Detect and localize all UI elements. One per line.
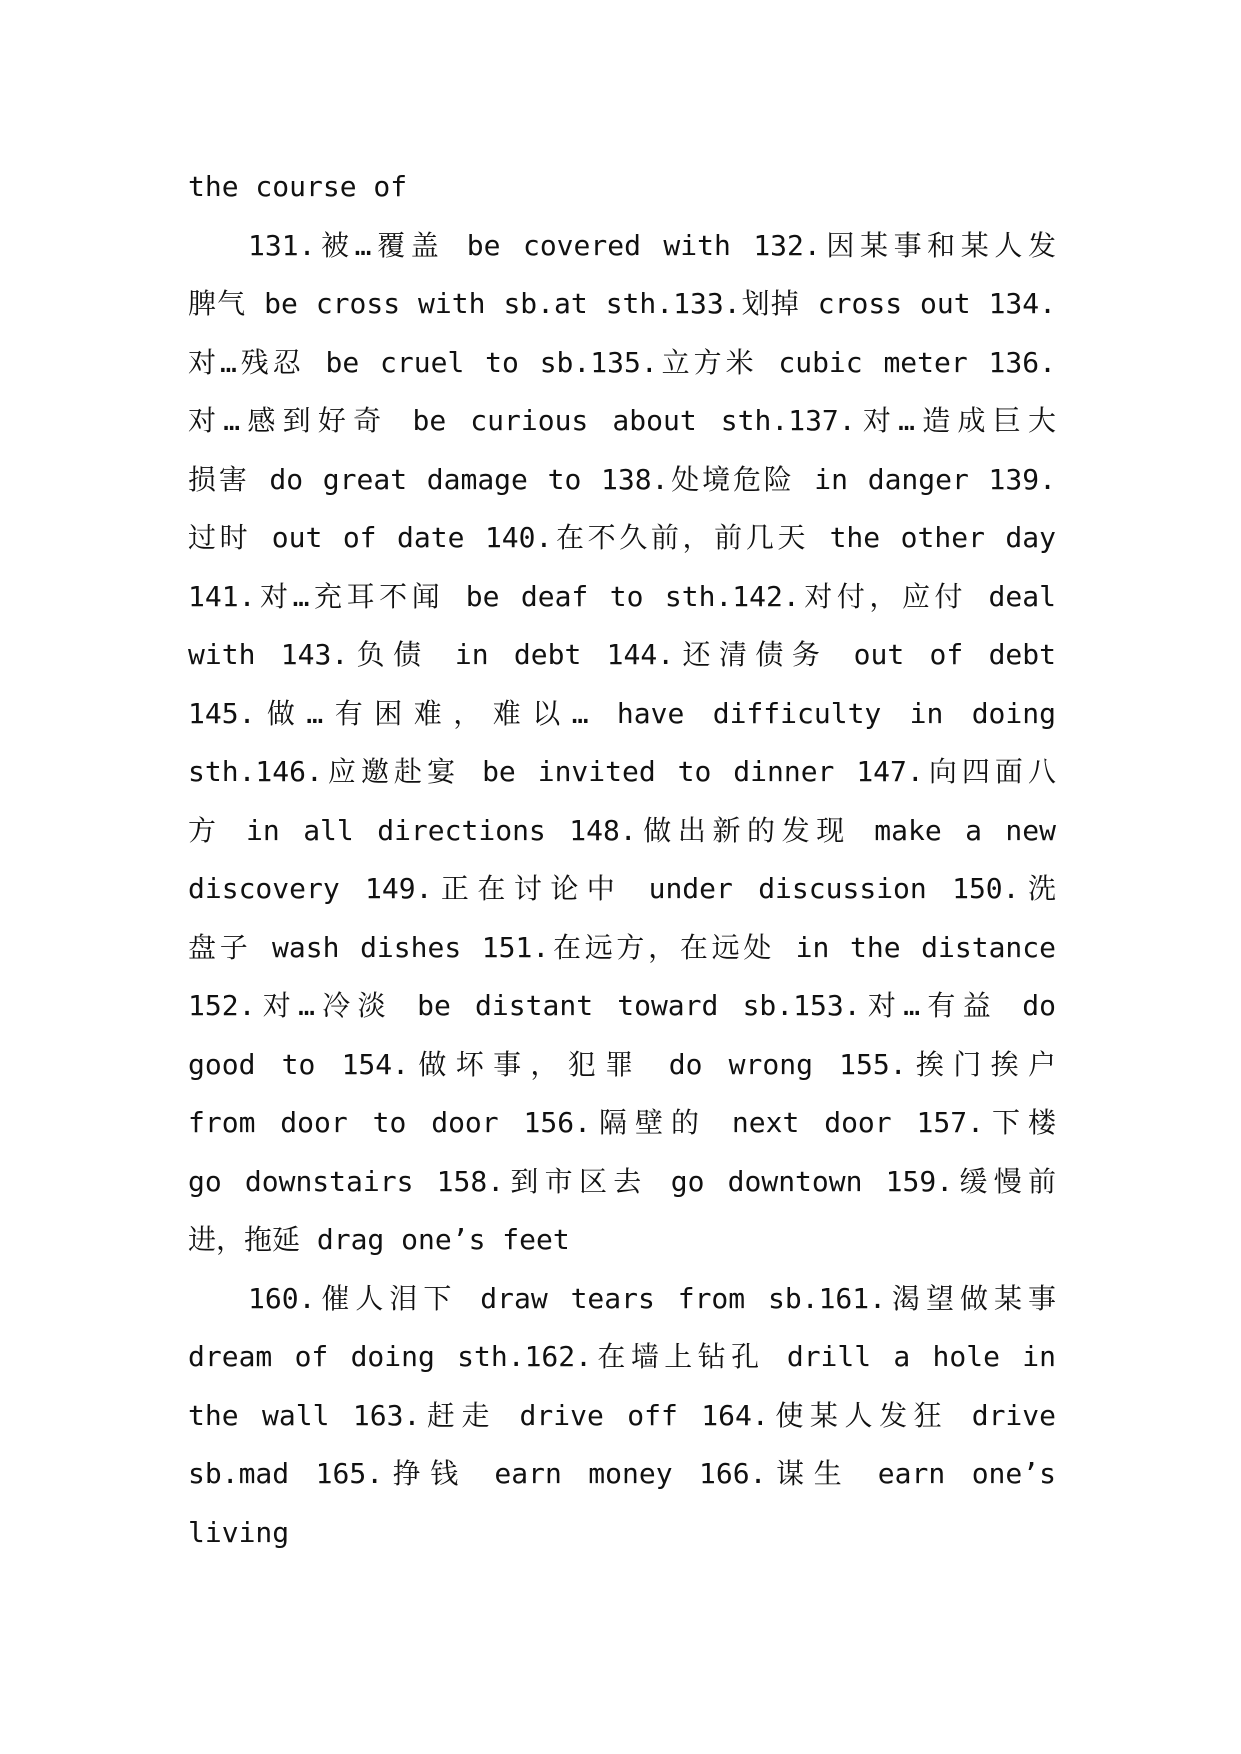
- text-line: 进，拖延 drag one’s feet: [188, 1223, 570, 1256]
- paragraph: [188, 1270, 1056, 1563]
- text-line: living: [188, 1515, 290, 1549]
- text-line: 对…感到好奇 be curious about sth.137.对…造成巨大: [188, 404, 1056, 437]
- text-line: from door to door 156.隔壁的 next door 157.下楼: [188, 1106, 1056, 1139]
- text-line: 131.被…覆盖 be covered with 132.因某事和某人发: [248, 228, 1056, 262]
- text-line: dream of doing sth.162.在墙上钻孔 drill a hole in: [188, 1340, 1056, 1373]
- text-line: 对…残忍 be cruel to sb.135.立方米 cubic meter 136.: [188, 345, 1056, 379]
- text-line: 145.做…有困难，难以… have difficulty in doing: [188, 696, 1056, 730]
- text-line: 盘子 wash dishes 151.在远方，在远处 in the distance: [188, 930, 1056, 964]
- text-line: sth.146.应邀赴宴 be invited to dinner 147.向四面八: [188, 755, 1056, 788]
- text-line: 损害 do great damage to 138.处境危险 in danger 139.: [188, 462, 1056, 496]
- text-line: 160.催人泪下 draw tears from sb.161.渴望做某事: [248, 1281, 1056, 1315]
- text-line: with 143.负债 in debt 144.还清债务 out of debt: [188, 638, 1056, 671]
- text-line: 141.对…充耳不闻 be deaf to sth.142.对付，应付 deal: [188, 579, 1056, 613]
- text-line: the course of: [188, 170, 408, 203]
- document-page: [188, 158, 1056, 1562]
- text-line: 方 in all directions 148.做出新的发现 make a new: [188, 813, 1056, 847]
- text-line: 过时 out of date 140.在不久前，前几天 the other day: [188, 521, 1056, 554]
- paragraph: [188, 158, 1056, 217]
- text-line: the wall 163.赶走 drive off 164.使某人发狂 drive: [188, 1398, 1056, 1432]
- text-line: go downstairs 158.到市区去 go downtown 159.缓慢前: [188, 1164, 1056, 1198]
- paragraph: [188, 217, 1056, 1270]
- text-line: 152.对…冷淡 be distant toward sb.153.对…有益 do: [188, 989, 1056, 1022]
- text-line: sb.mad 165.挣钱 earn money 166.谋生 earn one’s: [188, 1457, 1056, 1490]
- text-line: good to 154.做坏事，犯罪 do wrong 155.挨门挨户: [188, 1047, 1056, 1081]
- text-line: discovery 149.正在讨论中 under discussion 150.洗: [188, 872, 1056, 905]
- text-line: 脾气 be cross with sb.at sth.133.划掉 cross out 134.: [188, 287, 1056, 320]
